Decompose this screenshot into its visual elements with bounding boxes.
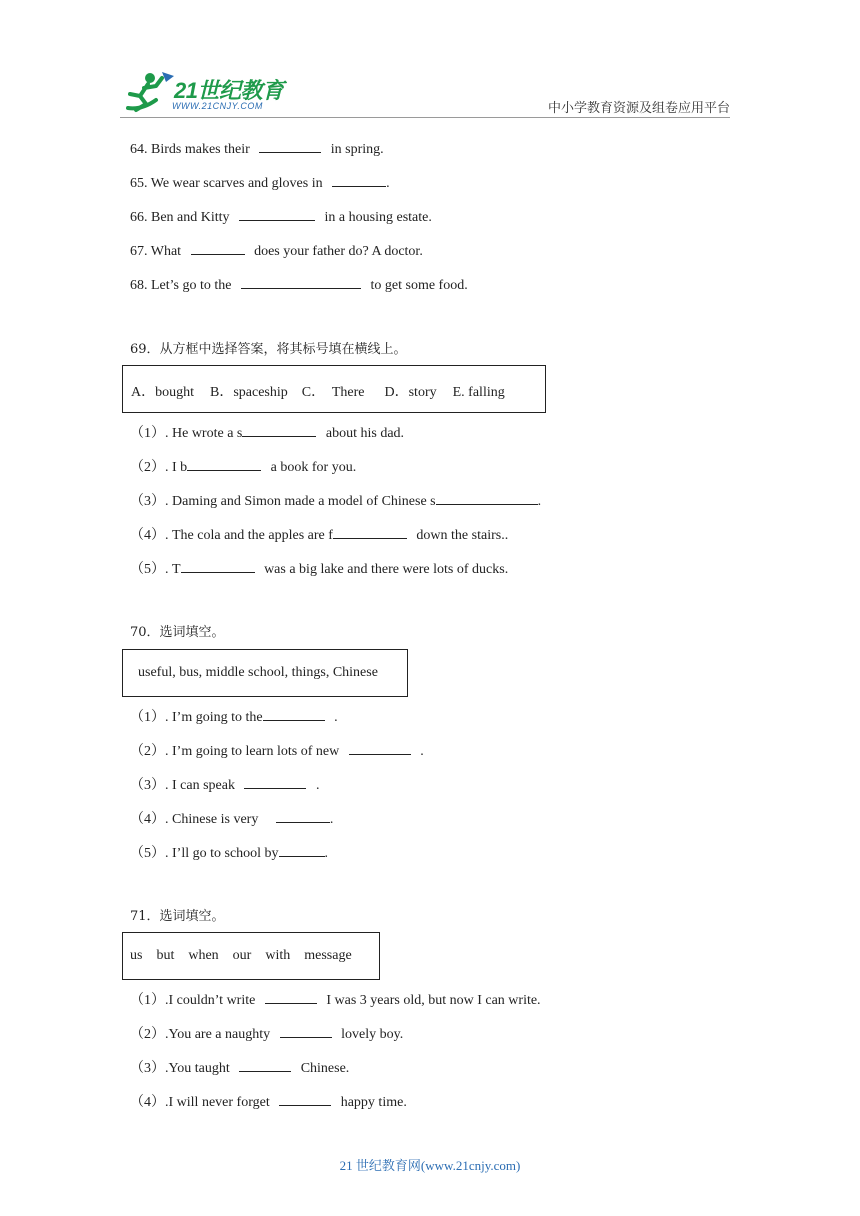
question-text: in spring. — [330, 142, 384, 157]
item-number: （2） — [130, 460, 165, 475]
answer-blank[interactable] — [187, 457, 261, 471]
item-text: . — [334, 710, 338, 725]
header-divider — [120, 117, 730, 118]
item-number: （4） — [130, 812, 165, 827]
option-word: with — [265, 948, 291, 963]
question-text: in a housing estate. — [324, 210, 432, 225]
item-text: Chinese. — [300, 1061, 350, 1076]
question-65 — [130, 173, 390, 193]
answer-blank[interactable] — [263, 707, 325, 721]
item-text: . I’m going to the — [165, 710, 263, 725]
item-number: （3） — [130, 1061, 165, 1076]
item-text: . Daming and Simon made a model of Chinese s — [165, 494, 436, 509]
item-text: was a big lake and there were lots of ducks. — [264, 562, 509, 577]
q69-item-3 — [130, 491, 541, 511]
question-text: Ben and Kitty — [151, 210, 230, 225]
answer-blank[interactable] — [239, 1058, 291, 1072]
item-text: . — [537, 494, 542, 509]
answer-blank[interactable] — [333, 525, 407, 539]
item-number: （2） — [130, 1027, 165, 1042]
question-text: What — [150, 244, 182, 259]
item-text: . I b — [165, 460, 188, 475]
answer-blank[interactable] — [279, 1092, 331, 1106]
item-number: （1） — [130, 710, 165, 725]
item-text: a book for you. — [270, 460, 357, 475]
item-text: . I’m going to learn lots of new — [165, 744, 340, 759]
answer-blank[interactable] — [181, 559, 255, 573]
answer-blank[interactable] — [242, 423, 316, 437]
item-text: . Chinese is very — [165, 812, 259, 827]
option-word: when — [188, 948, 219, 963]
option-word: us — [130, 948, 143, 963]
question-68 — [130, 275, 468, 295]
option-e: E. falling — [452, 385, 505, 400]
item-text: . — [324, 846, 329, 861]
logo-url: WWW.21CNJY.COM — [172, 101, 263, 111]
page-footer[interactable]: 21 世纪教育网(www.21cnjy.com) — [339, 1158, 521, 1173]
q70-item-2 — [130, 741, 424, 761]
question-number: 68. — [130, 278, 148, 293]
q69-item-5 — [130, 559, 508, 579]
answer-blank[interactable] — [279, 843, 325, 857]
answer-blank[interactable] — [244, 775, 306, 789]
answer-blank[interactable] — [239, 207, 315, 221]
item-number: （1） — [130, 426, 165, 441]
logo-title: 21世纪教育 — [174, 78, 284, 103]
answer-blank[interactable] — [265, 990, 317, 1004]
runner-logo-icon — [122, 70, 178, 116]
answer-blank[interactable] — [332, 173, 386, 187]
option-a: A．bought — [131, 385, 194, 400]
question-number: 64. — [130, 142, 148, 157]
q71-item-4 — [130, 1092, 407, 1112]
item-text: .I will never forget — [165, 1095, 270, 1110]
item-text: I was 3 years old, but now I can write. — [326, 993, 541, 1008]
answer-blank[interactable] — [276, 809, 330, 823]
answer-blank[interactable] — [280, 1024, 332, 1038]
item-text: . I’ll go to school by — [165, 846, 279, 861]
q70-item-1 — [130, 707, 338, 727]
item-text: . — [329, 812, 334, 827]
option-d: D．story — [384, 385, 437, 400]
q70-item-4 — [130, 809, 333, 829]
item-text: about his dad. — [325, 426, 405, 441]
item-number: （4） — [130, 528, 165, 543]
item-text: . — [315, 778, 320, 793]
item-text: . The cola and the apples are f — [165, 528, 333, 543]
q69-item-2 — [130, 457, 356, 477]
q69-item-4 — [130, 525, 508, 545]
question-text: Let’s go to the — [151, 278, 232, 293]
option-word: but — [156, 948, 175, 963]
question-text: . — [386, 176, 390, 191]
option-word: our — [232, 948, 252, 963]
word-box-69 — [122, 365, 546, 413]
item-text: .You taught — [165, 1061, 230, 1076]
q70-item-3 — [130, 775, 319, 795]
item-number: （3） — [130, 494, 165, 509]
word-box-70 — [122, 649, 408, 697]
item-number: （5） — [130, 562, 165, 577]
item-text: .I couldn’t write — [165, 993, 256, 1008]
question-number: 65. — [130, 176, 148, 191]
item-number: （5） — [130, 846, 165, 861]
q71-item-3 — [130, 1058, 349, 1078]
page-header — [0, 0, 860, 130]
item-text: . He wrote a s — [165, 426, 243, 441]
item-number: （1） — [130, 993, 165, 1008]
answer-blank[interactable] — [191, 241, 245, 255]
word-box-71 — [122, 932, 380, 980]
platform-title: 中小学教育资源及组卷应用平台 — [547, 101, 730, 116]
question-64 — [130, 139, 384, 159]
option-c: C． There — [301, 385, 365, 400]
item-number: （2） — [130, 744, 165, 759]
question-71-title: 71．选词填空。 — [130, 909, 225, 924]
logo — [122, 70, 292, 116]
q71-item-2 — [130, 1024, 403, 1044]
word-list: useful, bus, middle school, things, Chinese — [138, 665, 378, 680]
item-number: （3） — [130, 778, 165, 793]
question-66 — [130, 207, 432, 227]
question-69-title: 69．从方框中选择答案，将其标号填在横线上。 — [130, 342, 407, 357]
q71-item-1 — [130, 990, 541, 1010]
question-number: 66. — [130, 210, 148, 225]
item-text: . T — [165, 562, 181, 577]
question-67 — [130, 241, 423, 261]
question-text: Birds makes their — [151, 142, 250, 157]
q70-item-5 — [130, 843, 328, 863]
item-number: （4） — [130, 1095, 165, 1110]
option-word: message — [304, 948, 352, 963]
item-text: .You are a naughty — [165, 1027, 271, 1042]
answer-blank[interactable] — [259, 139, 321, 153]
option-b: B．spaceship — [210, 385, 288, 400]
answer-blank[interactable] — [436, 491, 538, 505]
question-text: to get some food. — [370, 278, 468, 293]
q69-item-1 — [130, 423, 404, 443]
question-number: 67. — [130, 244, 148, 259]
answer-blank[interactable] — [241, 275, 361, 289]
item-text: . I can speak — [165, 778, 235, 793]
question-text: We wear scarves and gloves in — [150, 176, 323, 191]
item-text: . — [420, 744, 424, 759]
item-text: lovely boy. — [341, 1027, 404, 1042]
item-text: down the stairs.. — [416, 528, 509, 543]
question-text: does your father do? A doctor. — [254, 244, 423, 259]
item-text: happy time. — [340, 1095, 407, 1110]
answer-blank[interactable] — [349, 741, 411, 755]
question-70-title: 70．选词填空。 — [130, 625, 225, 640]
